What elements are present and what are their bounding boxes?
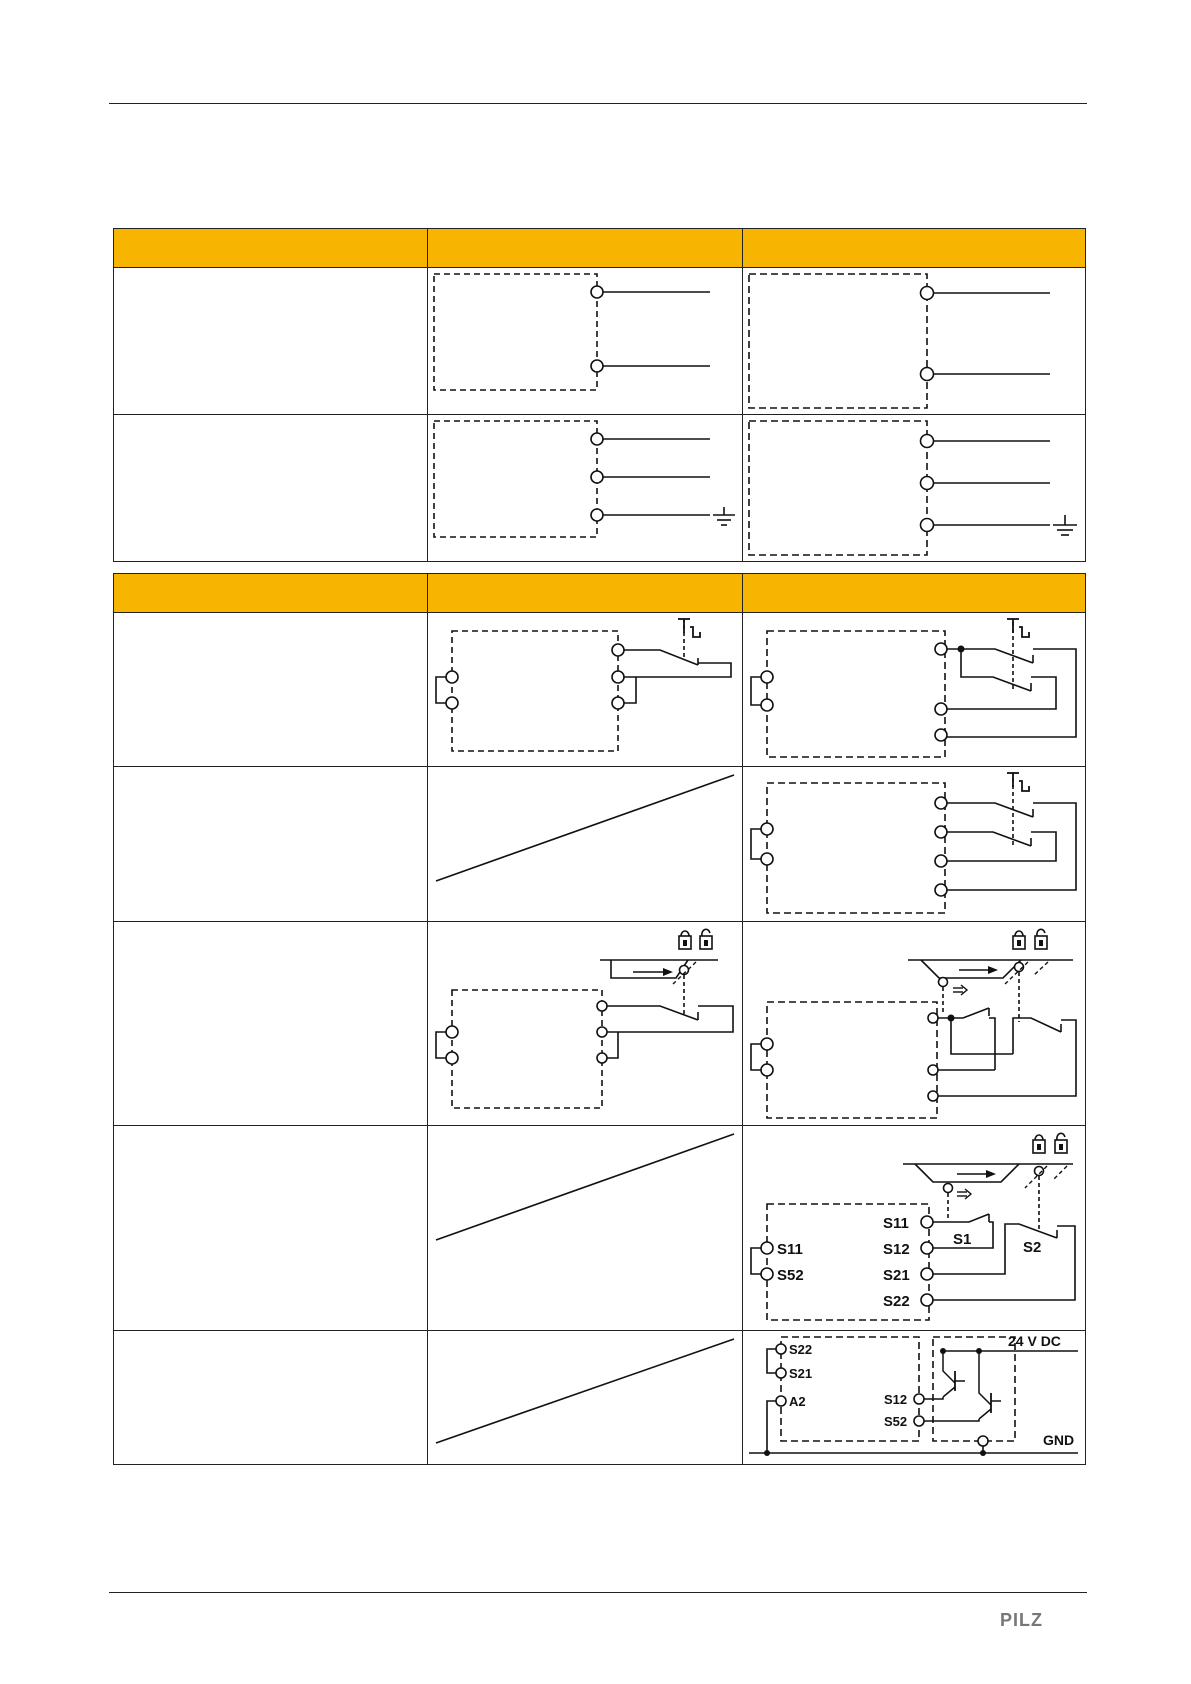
- estop-icon: [1007, 773, 1029, 791]
- row-label-cell: [114, 268, 428, 415]
- header-cell-feature: [114, 229, 428, 268]
- diagram-cell: [428, 1331, 743, 1465]
- diagram-cell: [743, 1126, 1086, 1331]
- safety-gate-dual-channel-diagram: [743, 922, 1086, 1125]
- label-s11: S11: [777, 1241, 803, 1258]
- header-cell-feature: [114, 574, 428, 613]
- table-header-row: [114, 229, 1086, 268]
- table-row: [114, 922, 1086, 1126]
- label-s21: S21: [883, 1267, 910, 1284]
- unlock-icon: [1035, 929, 1047, 949]
- brand-logo: PILZ: [1000, 1610, 1043, 1630]
- label-s12: S12: [884, 1392, 908, 1407]
- label-s52: S52: [884, 1414, 908, 1429]
- row-label-cell: [114, 1331, 428, 1465]
- diagram-cell: [743, 415, 1086, 562]
- label-s12: S12: [883, 1241, 910, 1258]
- not-applicable-strike: [428, 767, 742, 921]
- estop-icon: [678, 619, 700, 637]
- supply-ac-diagram: [428, 415, 742, 561]
- row-label-cell: [114, 922, 428, 1126]
- supply-table: [113, 228, 1086, 562]
- diagram-cell: [743, 613, 1086, 767]
- header-cell-dual-channel: [743, 574, 1086, 613]
- table-row: [114, 613, 1086, 767]
- diagram-cell: [428, 767, 743, 922]
- not-applicable-strike: [428, 1126, 742, 1330]
- not-applicable-strike: [428, 1331, 742, 1464]
- diagram-cell: [743, 268, 1086, 415]
- diagram-cell: [743, 922, 1086, 1126]
- label-s52: S52: [777, 1267, 804, 1284]
- table-row: [114, 767, 1086, 922]
- row-label-cell: [114, 613, 428, 767]
- table-row: [114, 1331, 1086, 1465]
- diagram-cell: [428, 922, 743, 1126]
- arrow-right-icon: [953, 985, 967, 995]
- safety-gate-single-channel-diagram: [428, 922, 742, 1125]
- diagram-cell: [428, 613, 743, 767]
- label-s22: S22: [883, 1293, 910, 1310]
- label-supply: 24 V DC: [1008, 1333, 1061, 1349]
- label-a2: A2: [789, 1394, 806, 1409]
- estop-single-channel-diagram: [428, 613, 742, 766]
- semiconductor-output-diagram: [743, 1331, 1086, 1464]
- lock-icon: [1013, 931, 1025, 949]
- row-label-cell: [114, 415, 428, 562]
- supply-dc-diagram: [743, 268, 1086, 414]
- row-label-cell: [114, 767, 428, 922]
- footer-rule: [109, 1592, 1087, 1593]
- lock-icon: [1033, 1135, 1045, 1153]
- diagram-cell: [428, 268, 743, 415]
- supply-dc-diagram: [428, 268, 742, 414]
- header-cell-dual-channel: [743, 229, 1086, 268]
- table-header-row: [114, 574, 1086, 613]
- label-s21: S21: [789, 1366, 813, 1381]
- diagram-cell: [428, 415, 743, 562]
- table-row: [114, 415, 1086, 562]
- safety-gate-labeled-diagram: [743, 1126, 1086, 1330]
- label-sw1: S1: [953, 1231, 972, 1248]
- label-sw2: S2: [1023, 1239, 1042, 1256]
- diagram-cell: [428, 1126, 743, 1331]
- ground-icon: [1053, 515, 1077, 535]
- unlock-icon: [700, 929, 712, 949]
- header-rule: [109, 103, 1087, 104]
- arrow-right-icon: [957, 1189, 971, 1199]
- unlock-icon: [1055, 1133, 1067, 1153]
- ground-icon: [713, 507, 735, 525]
- lock-icon: [679, 931, 691, 949]
- label-s11-right: S11: [883, 1215, 909, 1232]
- estop-dual-channel-diagram: [743, 767, 1086, 921]
- header-cell-single-channel: [428, 229, 743, 268]
- supply-ac-diagram: [743, 415, 1086, 561]
- row-label-cell: [114, 1126, 428, 1331]
- estop-icon: [1007, 619, 1029, 637]
- input-circuit-table: [113, 573, 1086, 1465]
- diagram-cell: [743, 1331, 1086, 1465]
- table-row: [114, 1126, 1086, 1331]
- estop-dual-channel-diagram: [743, 613, 1086, 766]
- table-row: [114, 268, 1086, 415]
- label-gnd: GND: [1043, 1432, 1075, 1448]
- label-s22: S22: [789, 1342, 813, 1357]
- diagram-cell: [743, 767, 1086, 922]
- header-cell-single-channel: [428, 574, 743, 613]
